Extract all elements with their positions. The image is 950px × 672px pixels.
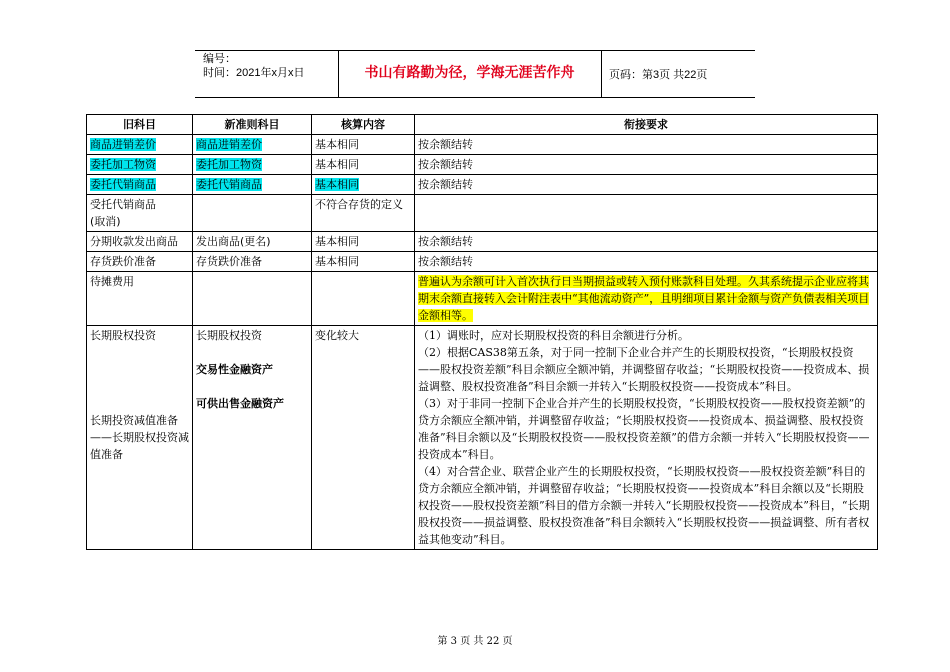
old-account-cell: [87, 195, 193, 232]
new-account-text: 交易性金融资产: [196, 363, 273, 376]
table-row: [87, 175, 878, 195]
table-row: [87, 272, 878, 326]
old-account-text: 受托代销商品: [90, 198, 156, 211]
new-account-text: 委托加工物资: [196, 158, 262, 171]
requirement-cell: [415, 272, 878, 326]
table-row: [87, 326, 878, 550]
new-account-cell: [193, 175, 312, 195]
header-meta: [203, 52, 304, 80]
requirement-cell: [415, 326, 878, 550]
old-account-text: 委托代销商品: [90, 178, 156, 191]
new-account-cell: [193, 195, 312, 232]
requirement-cell: 按余额结转: [415, 252, 878, 272]
col-header-content: 核算内容: [312, 115, 415, 135]
page-footer: 第 3 页 共 22 页: [437, 636, 513, 647]
old-account-cell: 分期收款发出商品: [87, 232, 193, 252]
old-account-cell: [87, 326, 193, 550]
table-header-row: [87, 115, 878, 135]
content-cell: 基本相同: [312, 135, 415, 155]
old-account-cell: [87, 135, 193, 155]
requirement-paragraph: （1）调账时，应对长期股权投资的科目余额进行分析。: [418, 329, 689, 342]
content-cell: 基本相同: [312, 232, 415, 252]
highlighted-requirement-text: 普遍认为余额可计入首次执行日当期损益或转入预付账款科目处理。久其系统提示企业应将其期末余额直接转入会计附注表中“其他流动资产”，且明细项目累计金额与资产负债表相关项目金额相等。: [418, 275, 870, 322]
old-account-text: 委托加工物资: [90, 158, 156, 171]
col-header-requirement: 衔接要求: [415, 115, 878, 135]
old-account-cell: 存货跌价准备: [87, 252, 193, 272]
old-account-text: 商品进销差价: [90, 138, 156, 151]
header-top-rule: [195, 50, 755, 51]
new-account-text: 委托代销商品: [196, 178, 262, 191]
table-row: [87, 195, 878, 232]
header-page-number: 页码：第3页 共22页: [609, 69, 708, 81]
table-row: [87, 252, 878, 272]
content-cell: [312, 272, 415, 326]
old-account-cell: [87, 155, 193, 175]
new-account-cell: [193, 326, 312, 550]
content-cell: 基本相同: [312, 155, 415, 175]
content-text: 基本相同: [315, 178, 359, 191]
new-account-text: 长期股权投资: [196, 329, 262, 342]
requirement-cell: 按余额结转: [415, 175, 878, 195]
old-account-cell: 待摊费用: [87, 272, 193, 326]
table-row: [87, 135, 878, 155]
old-account-cell: [87, 175, 193, 195]
header-bottom-rule: [195, 97, 755, 98]
new-account-cell: 发出商品(更名): [193, 232, 312, 252]
requirement-paragraph: （2）根据CAS38第五条，对于同一控制下企业合并产生的长期股权投资，“长期股权投资——股权投资差额”科目余额应全额冲销，并调整留存收益；“长期股权投资——投资成本、损益调整、股权投资准备”科目余额一并转入“长期股权投资——投资成本”科目。: [418, 346, 870, 393]
content-cell: 基本相同: [312, 252, 415, 272]
requirement-paragraph: （4）对合营企业、联营企业产生的长期股权投资，“长期股权投资——股权投资差额”科目的贷方余额应全额冲销，并调整留存收益；“长期股权投资——投资成本”科目余额以及“长期股权投资——股权投资差额”科目的借方余额一并转入“长期股权投资——投资成本”科目，“长期股权投资——损益调整、股权投资准备”科目余额转入“长期股权投资——损益调整、所有者权益其他变动”科目。: [418, 465, 870, 546]
requirement-cell: 按余额结转: [415, 135, 878, 155]
new-account-cell: [193, 135, 312, 155]
new-account-text: 商品进销差价: [196, 138, 262, 151]
new-account-cell: [193, 272, 312, 326]
content-cell: 变化较大: [312, 326, 415, 550]
document-time-label: 时间：2021年x月x日: [203, 67, 305, 79]
account-mapping-table: [86, 114, 878, 550]
header-divider-right: [601, 50, 602, 97]
old-account-text: 长期投资减值准备——长期股权投资减值准备: [90, 414, 189, 461]
table-row: [87, 232, 878, 252]
new-account-cell: [193, 155, 312, 175]
new-account-cell: 存货跌价准备: [193, 252, 312, 272]
col-header-new-account: 新准则科目: [193, 115, 312, 135]
requirement-cell: 按余额结转: [415, 155, 878, 175]
content-cell: [312, 175, 415, 195]
old-account-text: 长期股权投资: [90, 329, 156, 342]
new-account-text: 可供出售金融资产: [196, 397, 284, 410]
requirement-paragraph: （3）对于非同一控制下企业合并产生的长期股权投资，“长期股权投资——股权投资差额”的贷方余额应全额冲销，并调整留存收益；“长期股权投资——投资成本、损益调整、股权投资准备”科目余额以及“长期股权投资——股权投资差额”的借方余额一并转入“长期股权投资——投资成本”科目。: [418, 397, 870, 461]
header-motto: 书山有路勤为径，学海无涯苦作舟: [364, 65, 575, 81]
requirement-cell: 按余额结转: [415, 232, 878, 252]
requirement-cell: [415, 195, 878, 232]
document-number-label: 编号：: [203, 53, 236, 65]
col-header-old-account: 旧科目: [87, 115, 193, 135]
old-account-note: (取消): [90, 215, 121, 228]
content-cell: 不符合存货的定义: [312, 195, 415, 232]
table-row: [87, 155, 878, 175]
